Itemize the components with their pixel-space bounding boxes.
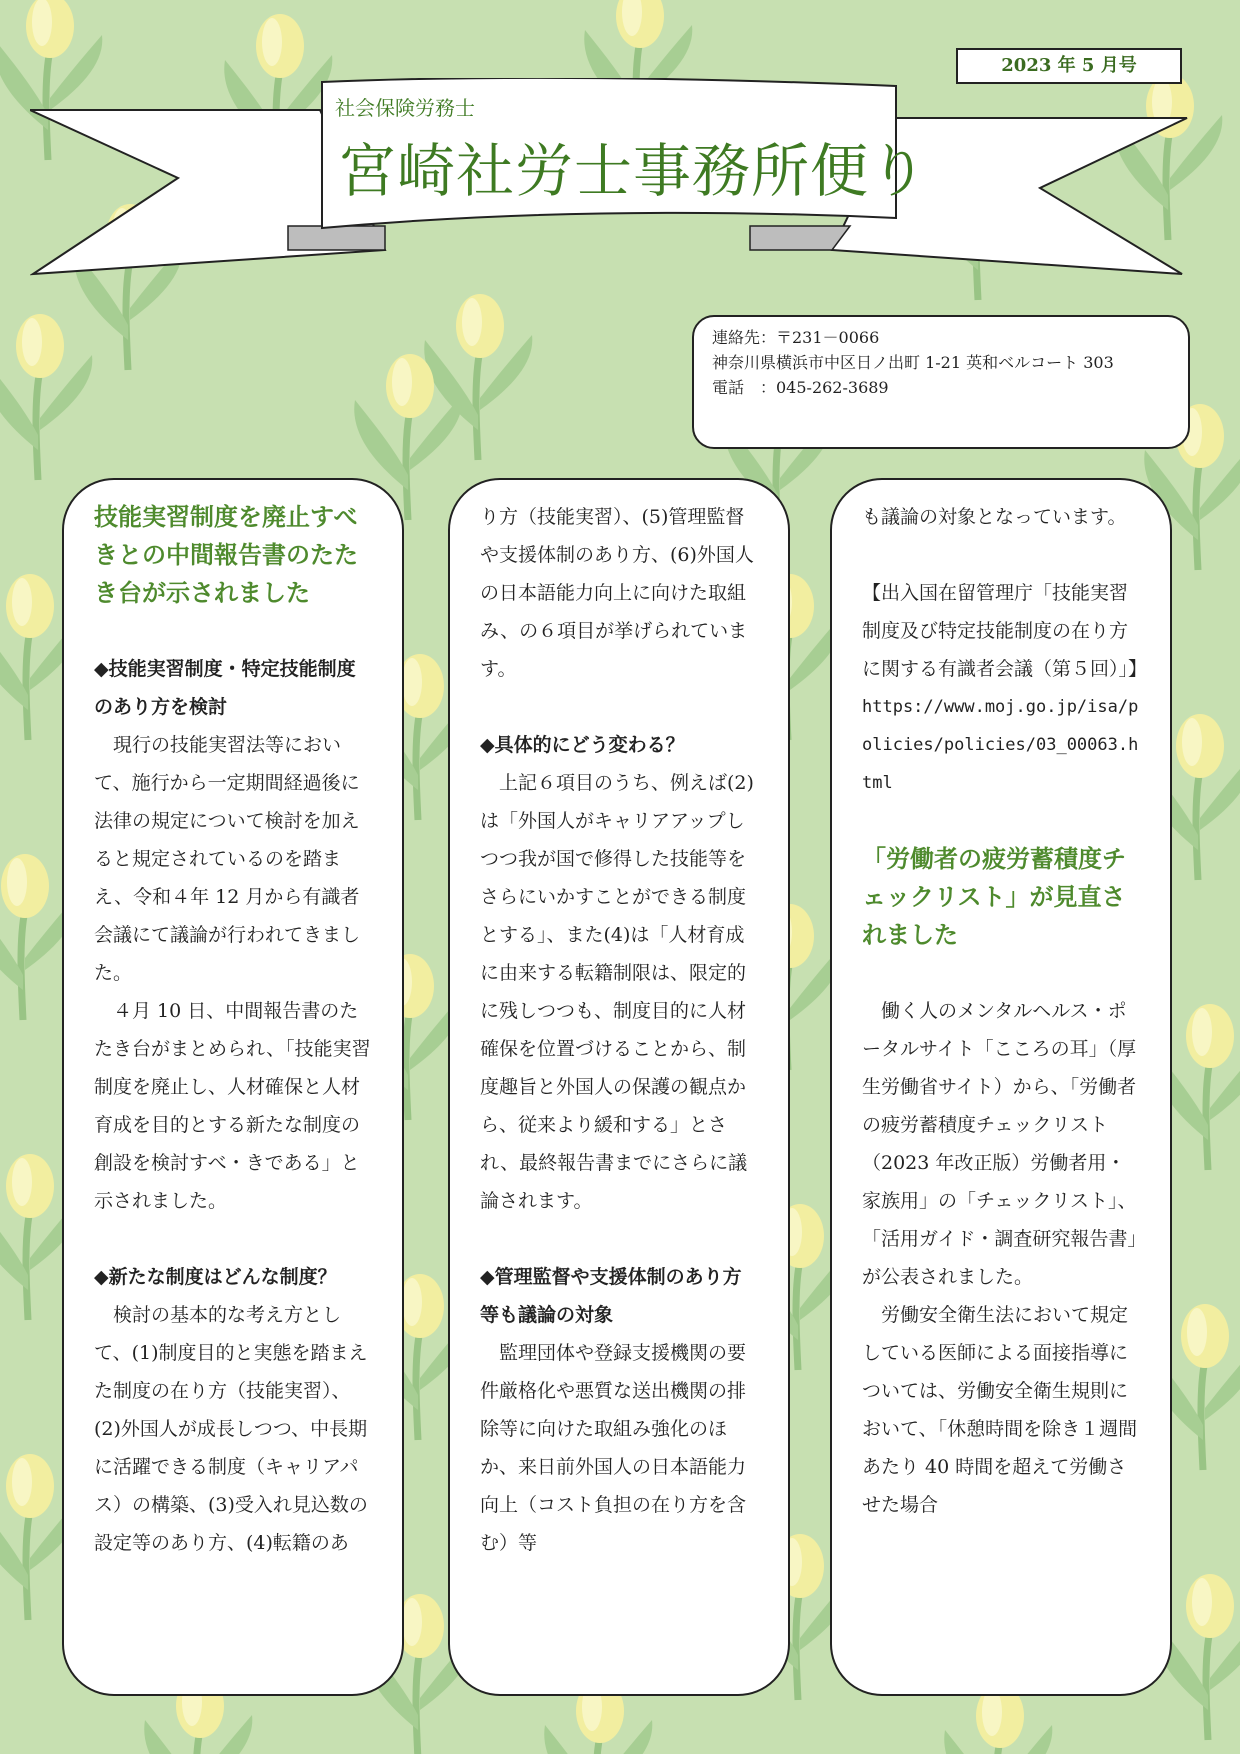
issue-date: 2023 年 5 月号 [956, 48, 1182, 84]
source-url-link[interactable]: https://www.moj.go.jp/isa/policies/policies/03_00063.html [862, 697, 1139, 793]
paragraph: り方（技能実習）、(5)管理監督や支援体制のあり方、(6)外国人の日本語能力向上に向けた取組み、の６項目が挙げられています。 [480, 506, 754, 680]
section-heading: ◆技能実習制度・特定技能制度のあり方を検討 [94, 658, 356, 718]
section-heading: ◆新たな制度はどんな制度？ [94, 1266, 337, 1288]
contact-box [692, 315, 1190, 449]
article-column-3 [830, 478, 1172, 1696]
article-column-1 [62, 478, 404, 1696]
contact-phone: 電話 ：045-262-3689 [712, 378, 889, 397]
paragraph: 監理団体や登録支援機関の要件厳格化や悪質な送出機関の排除等に向けた取組み強化のほか、来日前外国人の日本語能力向上（コスト負担の在り方を含む）等 [480, 1342, 747, 1554]
article-column-2 [448, 478, 790, 1696]
section-heading: ◆管理監督や支援体制のあり方等も議論の対象 [480, 1266, 742, 1326]
paragraph: 現行の技能実習法等において、施行から一定期間経過後に法律の規定について検討を加えると規定されているのを踏まえ、令和４年 12 月から有識者会議にて議論が行われてきました。 [94, 734, 361, 984]
paragraph: 検討の基本的な考え方として、(1)制度目的と実態を踏まえた制度の在り方（技能実習）、(2)外国人が成長しつつ、中長期に活躍できる制度（キャリアパス）の構築、(3)受入れ見込数の設定等のあり方、(4)転籍のあ [94, 1304, 368, 1554]
paragraph: 上記６項目のうち、例えば(2)は「外国人がキャリアアップしつつ我が国で修得した技能等をさらにいかすことができる制度とする」、また(4)は「人材育成に由来する転籍制限は、限定的に残しつつも、制度目的に人材確保を位置づけることから、制度趣旨と外国人の保護の観点から、従来より緩和する」とされ、最終報告書までにさらに議論されます。 [480, 772, 754, 1212]
paragraph: ４月 10 日、中間報告書のたたき台がまとめられ、「技能実習制度を廃止し、人材確保と人材育成を目的とする新たな制度の創設を検討すべ・きである」と示されました。 [94, 1000, 371, 1212]
paragraph: 労働安全衛生法において規定している医師による面接指導については、労働安全衛生規則において、「休憩時間を除き１週間あたり 40 時間を超えて労働させた場合 [862, 1304, 1138, 1516]
source-citation: 【出入国在留管理庁「技能実習制度及び特定技能制度の在り方に関する有識者会議（第５回）」】 [862, 582, 1148, 680]
contact-postal: 連絡先：〒231－0066 [712, 328, 880, 347]
paragraph: 働く人のメンタルヘルス・ポータルサイト「こころの耳」（厚生労働省サイト）から、「労働者の疲労蓄積度チェックリスト（2023 年改正版）労働者用・家族用」の「チェックリスト」、「活用ガイド・調査研究報告書」が公表されました。 [862, 1000, 1137, 1288]
article-heading: 「労働者の疲労蓄積度チェックリスト」が見直されました [862, 845, 1126, 949]
paragraph: も議論の対象となっています。 [862, 506, 1127, 528]
banner-subtitle: 社会保険労務士 [335, 96, 475, 120]
section-heading: ◆具体的にどう変わる？ [480, 734, 685, 756]
banner-title: 宮崎社労士事務所便り [338, 137, 929, 205]
article-heading: 技能実習制度を廃止すべきとの中間報告書のたたき台が示されました [94, 503, 358, 607]
contact-address: 神奈川県横浜市中区日ノ出町 1-21 英和ベルコート 303 [712, 353, 1114, 372]
